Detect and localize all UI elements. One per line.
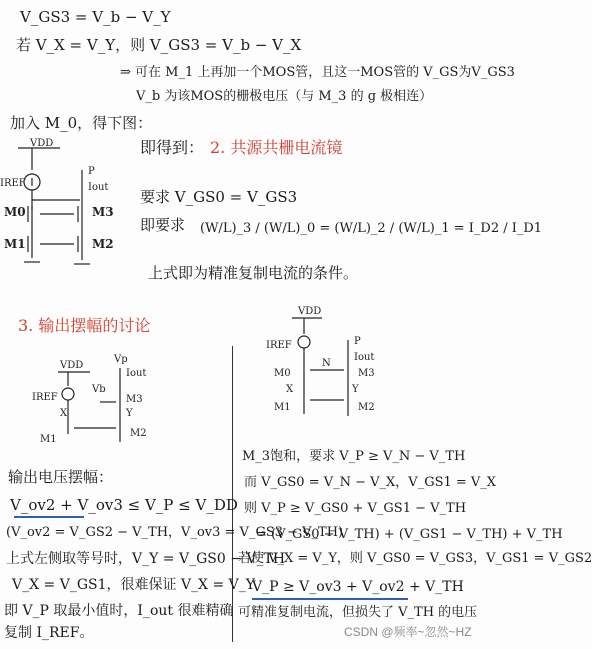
iref-label: IREF [0, 178, 26, 189]
vx-vy-condition: 若使 V_X = V_Y，则 V_GS0 = V_GS3，V_GS1 = V_GS2 [238, 551, 592, 566]
iout-label: Iout [126, 368, 147, 379]
conclusion: 可精准复制电流，但损失了 V_TH 的电压 [238, 605, 478, 620]
m3-label: M3 [92, 205, 114, 219]
m2-label: M2 [92, 237, 114, 251]
m0-label: M0 [274, 368, 291, 379]
vp-final: V_P ≥ V_ov3 + V_ov2 + V_TH [252, 579, 464, 595]
p-label: P [354, 336, 361, 347]
vp-bound: 则 V_P ≥ V_GS0 + V_GS1 − V_TH [244, 501, 467, 516]
ratio-equation: (W/L)_3 / (W/L)_0 = (W/L)_2 / (W/L)_1 = I_D2 / I_D1 [200, 221, 543, 236]
column-divider [232, 346, 233, 642]
x-node-label: X [286, 384, 294, 395]
swing-inequality: V_ov2 + V_ov3 ≤ V_P ≤ V_DD [10, 496, 238, 514]
y-node-label: Y [352, 384, 359, 395]
m1-label: M1 [40, 434, 57, 445]
m2-label: M2 [358, 402, 375, 413]
vx-statement: V_X = V_GS1，很难保证 V_X = V_Y [12, 577, 256, 593]
vp-label: Vp [114, 354, 128, 365]
condition-line: 上式即为精准复制电流的条件。 [148, 264, 359, 282]
cascode-mirror-circuit [0, 140, 130, 280]
eq-vgs3: V_GS3 = V_b − V_Y [20, 8, 171, 26]
n-node-label: N [322, 358, 331, 369]
swing-circuit-left [30, 352, 160, 452]
vp-expanded: = (V_GS0 − V_TH) + (V_GS1 − V_TH) + V_TH [256, 527, 563, 542]
iout-label: Iout [354, 352, 375, 363]
swing-circuit-right [266, 304, 386, 420]
x-node-label: X [60, 408, 68, 419]
add-m0-line: 加入 M_0，得下图： [10, 114, 153, 132]
eq-vx-vy: 若 V_X = V_Y，则 V_GS3 = V_b − V_X [16, 36, 302, 54]
watermark: CSDN @频率~忽然~HZ [344, 625, 472, 639]
underline-final [252, 598, 408, 600]
m3-label: M3 [358, 368, 375, 379]
m0-label: M0 [4, 205, 26, 219]
req-vgs0: 要求 V_GS0 = V_GS3 [140, 188, 298, 206]
m1-label: M1 [4, 237, 26, 251]
req-prefix: 即要求 [140, 216, 186, 234]
vgs-relations: 而 V_GS0 = V_N − V_X，V_GS1 = V_X [244, 475, 497, 490]
iref-label: IREF [266, 340, 292, 351]
p-label: P [88, 166, 95, 177]
m2-label: M2 [130, 428, 147, 439]
left-equality: 上式左侧取等号时，V_Y = V_GS0 − V_TH [6, 551, 286, 567]
iout-label: Iout [88, 182, 109, 193]
m3-label: M3 [126, 394, 143, 405]
copy-iref: 复制 I_REF。 [4, 625, 94, 641]
result-prefix: 即得到： [140, 138, 205, 157]
iref-label: IREF [32, 392, 58, 403]
vb-label: Vb [92, 384, 106, 395]
ov-definition: (V_ov2 = V_GS2 − V_TH，V_ov3 = V_GS3 − V_TH) [6, 525, 344, 540]
vp-min-statement: 即 V_P 取最小值时，I_out 很难精确 [4, 603, 234, 619]
vdd-label: VDD [60, 360, 84, 371]
section-3-title: 3. 输出摆幅的讨论 [18, 316, 151, 335]
section-2-title: 2. 共源共栅电流镜 [210, 138, 343, 157]
underline-ov [14, 516, 84, 518]
swing-heading: 输出电压摆幅： [8, 468, 114, 486]
m1-label: M1 [274, 402, 291, 413]
note-vb: V_b 为该MOS的栅极电压（与 M_3 的 g 极相连） [136, 89, 433, 104]
vdd-label: VDD [30, 138, 54, 149]
vdd-label: VDD [298, 306, 322, 317]
note-add-mos: ⇒ 可在 M_1 上再加一个MOS管，且这一MOS管的 V_GS为V_GS3 [120, 65, 515, 80]
y-node-label: Y [126, 408, 133, 419]
m3-saturation: M_3饱和，要求 V_P ≥ V_N − V_TH [242, 449, 466, 464]
